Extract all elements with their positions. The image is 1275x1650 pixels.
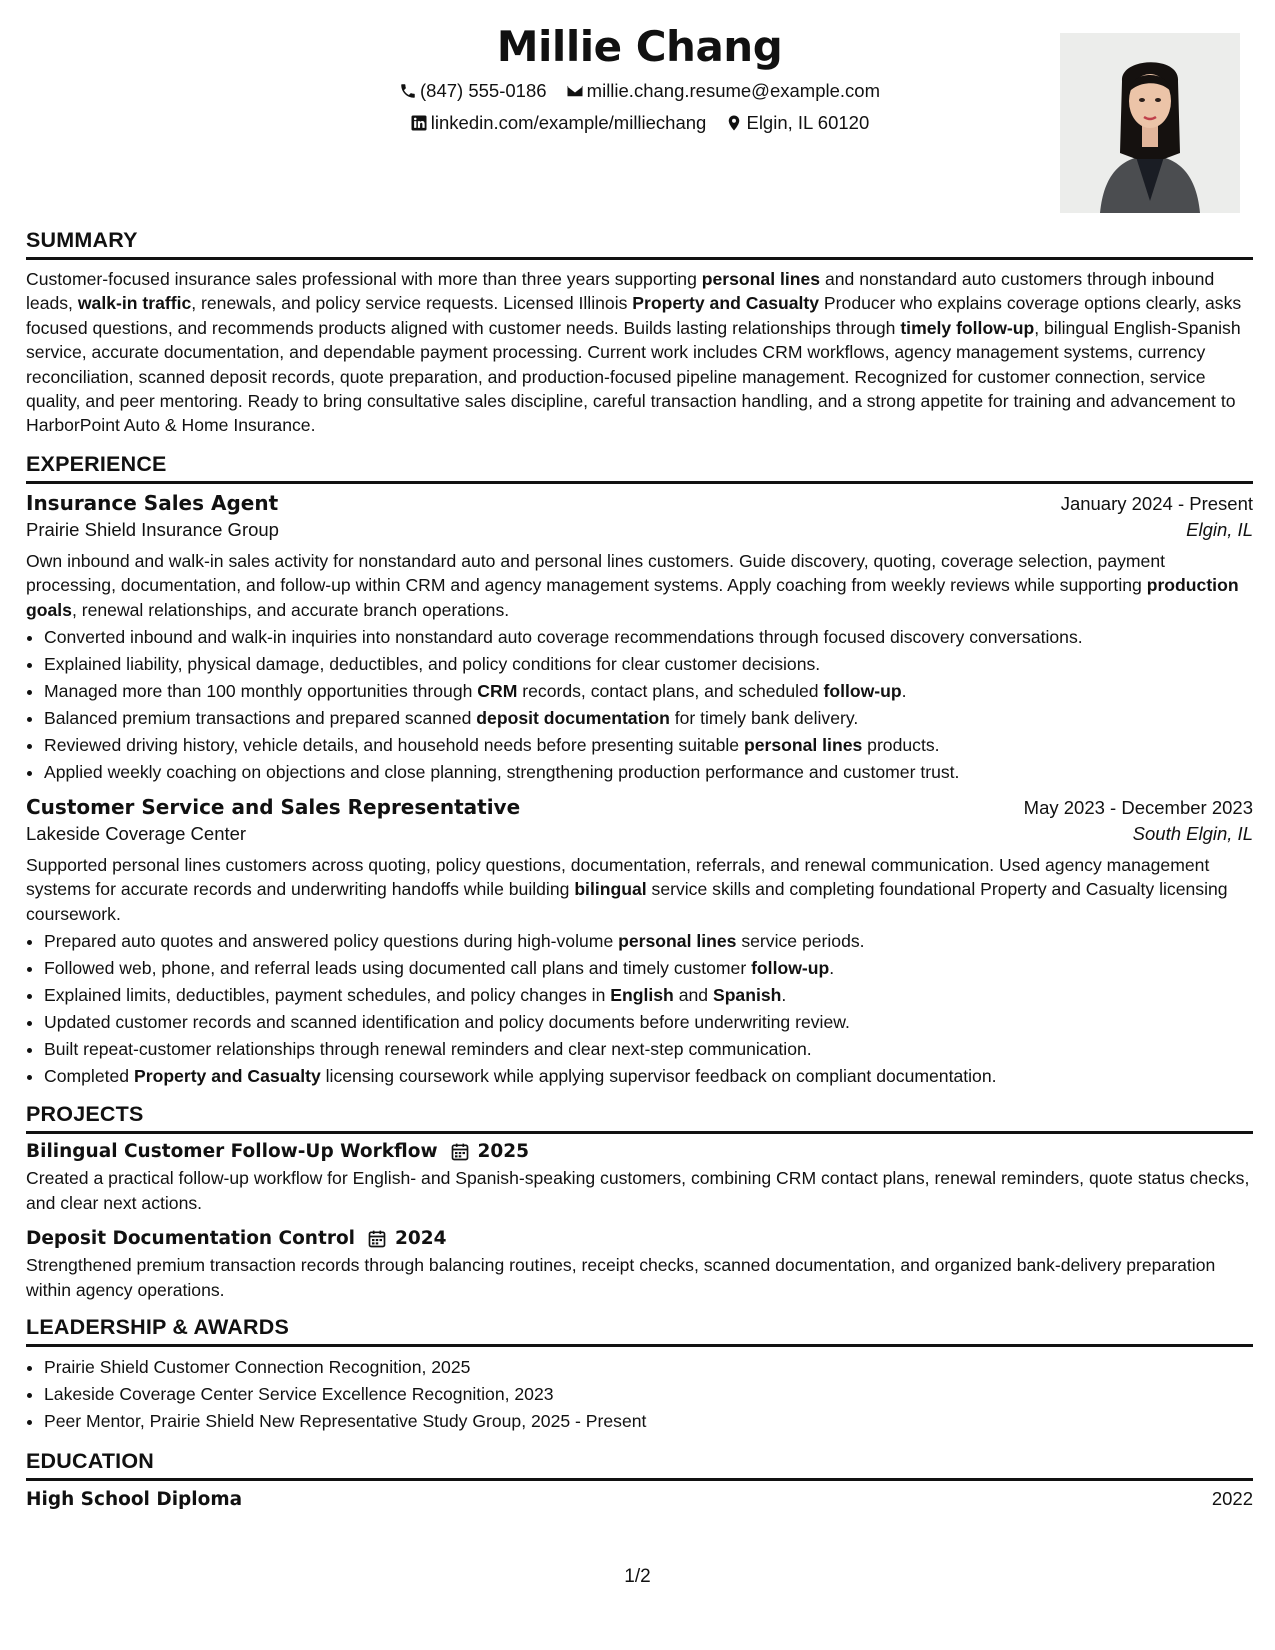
awards-list [26,1354,1253,1435]
job-bullets [26,624,1253,786]
phone-icon [399,82,417,100]
project-entry [26,1228,1253,1302]
job-bullets [26,928,1253,1090]
project-name: Deposit Documentation Control [26,1228,355,1250]
education-heading: EDUCATION [26,1449,1253,1481]
list-item: • Converted inbound and walk-in inquiries into nonstandard auto coverage recommendations through focused discovery conversations. [44,624,1253,651]
project-description: Created a practical follow-up workflow for English- and Spanish-speaking customers, combining CRM contact plans, renewal reminders, quote status checks, and clear next actions. [26,1168,1250,1213]
project-name: Bilingual Customer Follow-Up Workflow [26,1141,438,1163]
job-entry [26,795,1253,1090]
project-description: Strengthened premium transaction records through balancing routines, receipt checks, scanned documentation, and organized bank-delivery preparation within agency operations. [26,1255,1216,1300]
experience-heading: EXPERIENCE [26,452,1253,484]
job-company: Lakeside Coverage Center [26,823,247,845]
list-item: • Explained liability, physical damage, deductibles, and policy conditions for clear customer decisions. [44,651,1253,678]
job-entry [26,491,1253,786]
leadership-heading: LEADERSHIP & AWARDS [26,1315,1253,1347]
project-year: 2025 [477,1141,530,1163]
list-item: • Reviewed driving history, vehicle details, and household needs before presenting suitable personal lines products. [44,732,1253,759]
linkedin-url[interactable]: linkedin.com/example/milliechang [430,112,707,133]
page-number: 1/2 [624,1566,651,1587]
candidate-name: Millie Chang [496,22,783,71]
degree-year: 2022 [1211,1487,1253,1509]
linkedin-contact[interactable] [410,112,707,134]
location-text: Elgin, IL 60120 [746,112,870,133]
leadership-section [26,1315,1253,1435]
map-pin-icon [725,114,743,132]
email-address[interactable]: millie.chang.resume@example.com [586,80,880,101]
linkedin-icon [410,114,428,132]
profile-photo [1060,33,1240,213]
job-title: Insurance Sales Agent [26,490,279,515]
list-item: • Prepared auto quotes and answered policy questions during high-volume personal lines service periods. [44,928,1253,955]
job-dates: January 2024 - Present [1060,492,1253,514]
project-year: 2024 [395,1228,447,1250]
list-item: • Explained limits, deductibles, payment schedules, and policy changes in English and Spanish. [44,982,1253,1009]
calendar-icon [450,1142,470,1162]
job-description: Supported personal lines customers across quoting, policy questions, documentation, referrals, and renewal communication. Used agency management systems for accurate records and underwriting handoffs while building bilingual service skills and completing foundational Property and Casualty licensing coursework. [26,855,1228,924]
resume-page [26,0,1253,1518]
list-item: • Lakeside Coverage Center Service Excellence Recognition, 2023 [44,1381,1253,1408]
job-dates: May 2023 - December 2023 [1023,797,1253,819]
list-item: • Built repeat-customer relationships through renewal reminders and clear next-step communication. [44,1036,1253,1063]
summary-heading: SUMMARY [26,228,1253,260]
envelope-icon [566,82,584,100]
list-item: • Updated customer records and scanned identification and policy documents before underwriting review. [44,1009,1253,1036]
list-item: • Applied weekly coaching on objections and close planning, strengthening production performance and customer trust. [44,759,1253,786]
list-item: • Prairie Shield Customer Connection Recognition, 2025 [44,1354,1253,1381]
list-item: • Followed web, phone, and referral leads using documented call plans and timely customer follow-up. [44,955,1253,982]
resume-header [26,0,1253,228]
summary-text: Customer-focused insurance sales professional with more than three years supporting personal lines and nonstandard auto customers through inbound leads, walk-in traffic, renewals, and policy service requests. Licensed Illinois Property and Casualty Producer who explains coverage options clearly, asks focused questions, and recommends products aligned with customer needs. Builds lasting relationships through timely follow-up, bilingual English-Spanish service, accurate documentation, and dependable payment processing. Current work includes CRM workflows, agency management systems, currency reconciliation, scanned deposit records, quote preparation, and production-focused pipeline management. Recognized for customer connection, service quality, and peer mentoring. Ready to bring consultative sales discipline, careful transaction handling, and a strong appetite for training and advancement to HarborPoint Auto & Home Insurance. [26,269,1242,436]
education-section [26,1449,1253,1510]
job-location: South Elgin, IL [1132,823,1253,845]
list-item: • Completed Property and Casualty licensing coursework while applying supervisor feedback on compliant documentation. [44,1063,1253,1090]
phone-contact [399,80,547,102]
job-title: Customer Service and Sales Representative [26,795,521,820]
experience-section [26,452,1253,1090]
location-contact [725,112,869,134]
list-item: • Peer Mentor, Prairie Shield New Representative Study Group, 2025 - Present [44,1408,1253,1435]
calendar-icon [367,1229,387,1249]
job-company: Prairie Shield Insurance Group [26,518,279,540]
email-contact[interactable] [566,80,880,102]
list-item: • Managed more than 100 monthly opportunities through CRM records, contact plans, and scheduled follow-up. [44,678,1253,705]
projects-heading: PROJECTS [26,1102,1253,1134]
job-description: Own inbound and walk-in sales activity for nonstandard auto and personal lines customers. Guide discovery, quoting, coverage selection, payment processing, documentation, and follow-up within CRM and agency management systems. Apply coaching from weekly reviews while supporting production goals, renewal relationships, and accurate branch operations. [26,550,1239,620]
projects-section [26,1102,1253,1302]
project-entry [26,1141,1253,1215]
degree-name: High School Diploma [26,1488,243,1510]
summary-section [26,228,1253,438]
phone-number: (847) 555-0186 [420,80,547,101]
job-location: Elgin, IL [1186,518,1253,540]
list-item: • Balanced premium transactions and prepared scanned deposit documentation for timely bank delivery. [44,705,1253,732]
